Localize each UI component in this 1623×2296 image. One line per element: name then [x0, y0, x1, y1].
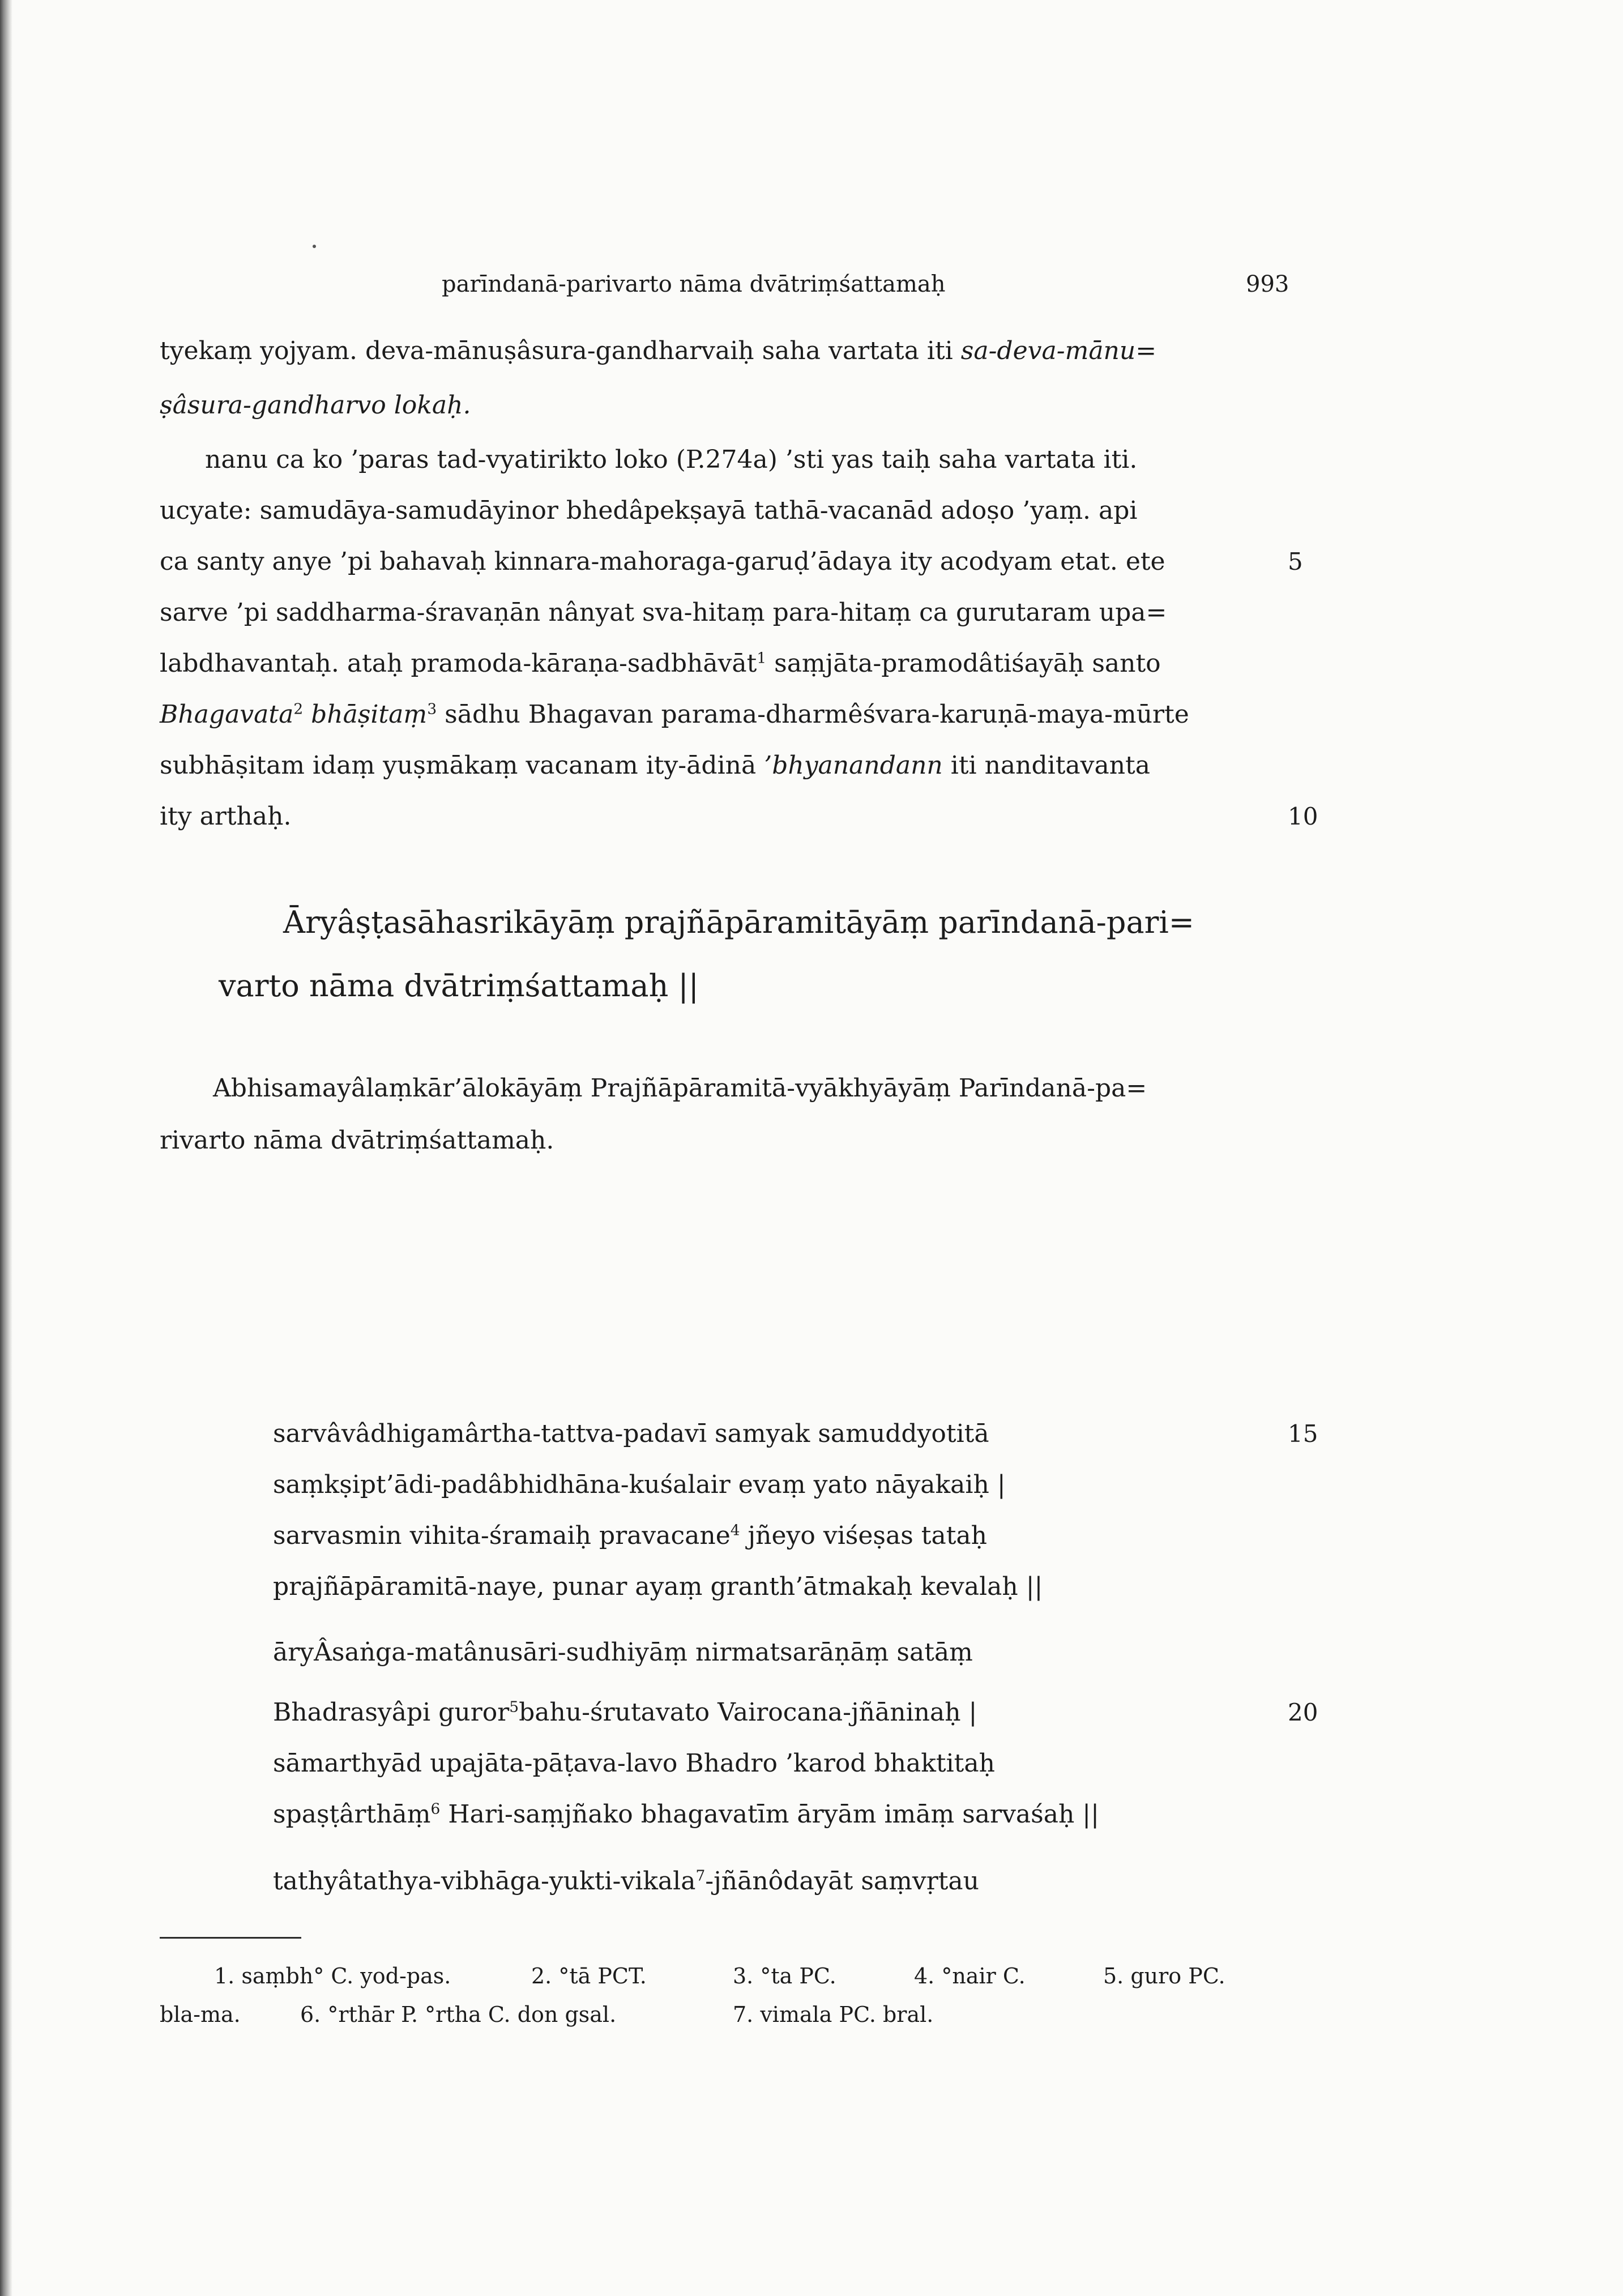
verse-line-2: saṃkṣipt’ādi-padâbhidhāna-kuśalair evaṃ yato nāyakaiḥ |: [273, 1470, 1006, 1499]
prose-line-8: Bhagavata$^2$ bhāṣitaṃ$^3$ sādhu Bhagavan parama-dharmêśvara-karuṇā-maya-mūrte: [160, 700, 1189, 729]
page-number: 993: [1246, 271, 1289, 297]
footnote-rule: [160, 1937, 301, 1939]
footnote-7: 7. vimala PC. bral.: [733, 2002, 934, 2027]
footnote-5: 5. guro PC.: [1103, 1964, 1225, 1988]
line-number-10: 10: [1288, 803, 1318, 830]
verse-line-5: āryÂsaṅga-matânusāri-sudhiyāṃ nirmatsarāṇāṃ satāṃ: [273, 1638, 973, 1667]
colophon-line-1: Āryâṣṭasāhasrikāyāṃ prajñāpāramitāyāṃ parīndanā-pari=: [283, 904, 1194, 940]
verse-line-1: sarvâvâdhigamârtha-tattva-padavī samyak samuddyotitā: [273, 1419, 989, 1448]
verse-line-4: prajñāpāramitā-naye, punar ayaṃ granth’ātmakaḥ kevalaḥ ||: [273, 1572, 1043, 1601]
prose-line-10: ity arthaḥ.: [160, 802, 292, 831]
verse-line-9: tathyâtathya-vibhāga-yukti-vikala$^7$-jñānôdayāt saṃvṛtau: [273, 1867, 979, 1896]
colophon-line-2: varto nāma dvātriṃśattamaḥ ||: [219, 968, 699, 1004]
prose-line-4: ucyate: samudāya-samudāyinor bhedâpekṣayā tathā-vacanād adoṣo ’yaṃ. api: [160, 496, 1138, 525]
line-number-15: 15: [1288, 1420, 1318, 1448]
line-number-5: 5: [1288, 548, 1303, 575]
verse-line-6: Bhadrasyâpi guror$^5$bahu-śrutavato Vairocana-jñāninaḥ |: [273, 1698, 977, 1727]
prose-line-7: labdhavantaḥ. ataḥ pramoda-kāraṇa-sadbhāvāt$^1$ saṃjāta-pramodâtiśayāḥ santo: [160, 649, 1161, 678]
prose-line-1: tyekaṃ yojyam. deva-mānuṣâsura-gandharvaiḥ saha vartata iti sa-deva-mānu=: [160, 336, 1157, 365]
prose-line-3: nanu ca ko ’paras tad-vyatirikto loko (P.274a) ’sti yas taiḥ saha vartata iti.: [205, 445, 1138, 474]
prose-line-2: ṣâsura-gandharvo lokaḥ.: [160, 391, 471, 420]
footnote-5-continued: bla-ma.: [160, 2002, 241, 2027]
footnote-3: 3. °ta PC.: [733, 1964, 836, 1988]
verse-line-8: spaṣṭârthāṃ$^6$ Hari-saṃjñako bhagavatīm āryām imāṃ sarvaśaḥ ||: [273, 1800, 1099, 1829]
footnote-1: 1. saṃbh° C. yod-pas.: [214, 1964, 451, 1988]
verse-line-3: sarvasmin vihita-śramaiḥ pravacane$^4$ jñeyo viśeṣas tataḥ: [273, 1521, 987, 1550]
running-title: parīndanā-parivarto nāma dvātriṃśattamaḥ: [442, 271, 946, 297]
prose-line-5: ca santy anye ’pi bahavaḥ kinnara-mahoraga-garuḍ’ādaya ity acodyam etat. ete: [160, 547, 1165, 576]
footnote-6: 6. °rthār P. °rtha C. don gsal.: [300, 2002, 617, 2027]
line-number-20: 20: [1288, 1698, 1318, 1726]
commentary-colophon-line-2: rivarto nāma dvātriṃśattamaḥ.: [160, 1126, 554, 1155]
prose-line-6: sarve ’pi saddharma-śravaṇān nânyat sva-hitaṃ para-hitaṃ ca gurutaram upa=: [160, 598, 1167, 627]
verse-line-7: sāmarthyād upajāta-pāṭava-lavo Bhadro ’karod bhaktitaḥ: [273, 1749, 995, 1778]
footnote-2: 2. °tā PCT.: [531, 1964, 647, 1988]
prose-line-9: subhāṣitam idaṃ yuṣmākaṃ vacanam ity-ādinā ’bhyanandann iti nanditavanta: [160, 751, 1150, 780]
scan-edge-shadow: [0, 0, 12, 2296]
scan-speck: [313, 245, 316, 248]
commentary-colophon-line-1: Abhisamayâlaṃkār’ālokāyāṃ Prajñāpāramitā-vyākhyāyāṃ Parīndanā-pa=: [213, 1074, 1147, 1103]
footnote-4: 4. °nair C.: [914, 1964, 1026, 1988]
